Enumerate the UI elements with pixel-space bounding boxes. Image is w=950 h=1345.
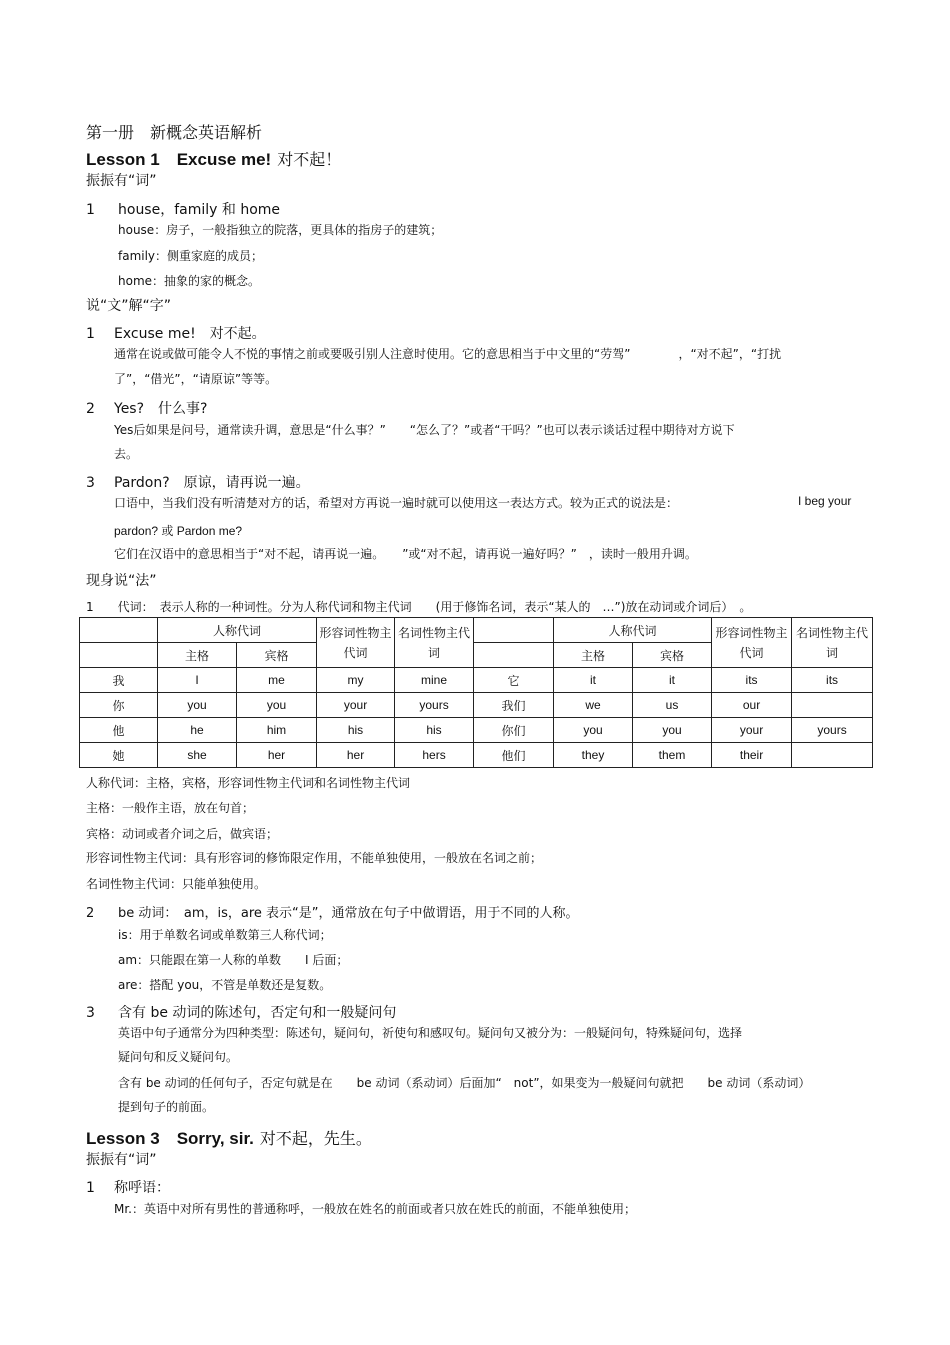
table-cell: 我	[80, 668, 158, 693]
item-number: 1	[86, 1180, 95, 1196]
text-item-1	[86, 323, 266, 343]
word-item-title: 称呼语：	[114, 1180, 170, 1196]
note-line: 名词性物主代词：只能单独使用。	[86, 877, 267, 891]
table-empty-cell	[80, 643, 158, 668]
table-cell: it	[633, 668, 712, 693]
section-words: 振振有“词”	[86, 1152, 157, 1168]
table-cell: she	[158, 743, 237, 768]
header-adjective-possessive-right: 形容词性物主代词	[712, 618, 792, 668]
table-cell: you	[633, 718, 712, 743]
item-number: 2	[86, 401, 95, 417]
word-item-title: house，family 和 home	[118, 202, 281, 218]
text-item-3-body-3: 它们在汉语中的意思相当于“对不起，请再说一遍。 ”或“对不起，请再说一遍好吗？” ，读时一般用升调。	[114, 547, 697, 561]
text-item-2-body-cont: 去。	[114, 447, 139, 461]
header-personal-pronoun: 人称代词	[158, 618, 317, 643]
table-cell: yours	[792, 718, 873, 743]
table-cell: 他们	[474, 743, 554, 768]
item-number: 1	[86, 202, 95, 218]
table-row	[80, 718, 873, 743]
text-item-1-body-cont: 了”，“借光”，“请原谅”等等。	[114, 372, 278, 386]
section-words: 振振有“词”	[86, 173, 157, 189]
grammar-3-line: 疑问句和反义疑问句。	[118, 1050, 239, 1064]
table-cell: his	[395, 718, 474, 743]
grammar-item-1: 1 代词： 表示人称的一种词性。分为人称代词和物主代词 (用于修饰名词，表示“某人的 …”)放在动词或介词后） 。	[86, 600, 752, 614]
table-cell: your	[317, 693, 395, 718]
text-item-2-body: Yes后如果是问号，通常读升调，意思是“什么事？” “怎么了？”或者“干吗？”也可以表示谈话过程中期待对方说下	[114, 423, 735, 437]
grammar-item-3	[86, 1002, 396, 1022]
table-cell: its	[792, 668, 873, 693]
word-item-1	[86, 1177, 170, 1197]
text-item-3-body: 口语中，当我们没有听清楚对方的话，希望对方再说一遍时就可以使用这一表达方式。较为正式的说法是：	[114, 496, 679, 510]
table-cell: they	[554, 743, 633, 768]
lesson3-title-cn: 对不起，先生。	[259, 1129, 372, 1148]
grammar-2-line: are：搭配 you，不管是单数还是复数。	[118, 978, 332, 992]
table-cell: their	[712, 743, 792, 768]
lesson3-title: Lesson 3 Sorry, sir.	[86, 1129, 254, 1148]
grammar-3-line: 含有 be 动词的任何句子，否定句就是在 be 动词（系动词）后面加“ not”，如果变为一般疑问句就把 be 动词（系动词）	[118, 1076, 811, 1090]
table-cell: us	[633, 693, 712, 718]
item-number: 2	[86, 906, 95, 921]
table-cell: we	[554, 693, 633, 718]
table-cell: I	[158, 668, 237, 693]
text-item-title: Pardon? 原谅，请再说一遍。	[114, 475, 310, 491]
note-line: 形容词性物主代词：具有形容词的修饰限定作用，不能单独使用，一般放在名词之前；	[86, 851, 543, 865]
item-number: 1	[86, 326, 95, 342]
table-cell: them	[633, 743, 712, 768]
book-title: 第一册 新概念英语解析	[86, 123, 263, 142]
header-object: 宾格	[237, 643, 317, 668]
header-subject-right: 主格	[554, 643, 633, 668]
table-cell: it	[554, 668, 633, 693]
text-item-1-body: 通常在说或做可能令人不悦的事情之前或要吸引别人注意时使用。它的意思相当于中文里的“劳驾” ，“对不起”，“打扰	[114, 347, 782, 361]
table-cell	[792, 743, 873, 768]
table-header-row	[80, 618, 873, 643]
lesson1-title: Lesson 1 Excuse me!	[86, 150, 272, 169]
word-line-house: house：房子，一般指独立的院落，更具体的指房子的建筑；	[118, 223, 443, 237]
grammar-item-2-title: be 动词： am，is，are 表示“是”，通常放在句子中做谓语，用于不同的人称。	[118, 906, 579, 921]
table-cell: her	[317, 743, 395, 768]
table-cell: 它	[474, 668, 554, 693]
word-line-family: family：侧重家庭的成员；	[118, 249, 264, 263]
table-row	[80, 668, 873, 693]
header-object-right: 宾格	[633, 643, 712, 668]
pronoun-table	[79, 617, 873, 768]
grammar-item-2	[86, 902, 579, 921]
lesson1-heading	[86, 145, 341, 170]
text-item-2	[86, 398, 207, 418]
table-cell: me	[237, 668, 317, 693]
table-cell: he	[158, 718, 237, 743]
lesson1-title-cn: 对不起！	[277, 150, 342, 169]
table-empty-cell	[474, 643, 554, 668]
text-item-title: Yes? 什么事?	[114, 401, 208, 417]
header-adjective-possessive: 形容词性物主代词	[317, 618, 395, 668]
table-row	[80, 693, 873, 718]
lesson3-heading	[86, 1124, 372, 1149]
grammar-2-line: is：用于单数名词或单数第三人称代词；	[118, 928, 332, 942]
table-cell: 你	[80, 693, 158, 718]
item-number: 3	[86, 475, 95, 491]
table-cell: you	[158, 693, 237, 718]
grammar-2-line: am：只能跟在第一人称的单数 I 后面；	[118, 953, 349, 967]
text-item-3-body-2: pardon? 或 Pardon me?	[114, 524, 243, 538]
table-cell: my	[317, 668, 395, 693]
word-line-mr: Mr.：英语中对所有男性的普通称呼，一般放在姓名的前面或者只放在姓氏的前面，不能单独使用；	[114, 1202, 637, 1216]
table-cell: our	[712, 693, 792, 718]
note-line: 主格：一般作主语，放在句首；	[86, 801, 255, 815]
table-row	[80, 743, 873, 768]
table-cell: 你们	[474, 718, 554, 743]
section-text: 说“文”解“字”	[86, 298, 172, 314]
header-noun-possessive-right: 名词性物主代词	[792, 618, 873, 668]
text-item-3	[86, 472, 310, 492]
word-item-1	[86, 199, 280, 219]
table-cell: yours	[395, 693, 474, 718]
grammar-3-line: 英语中句子通常分为四种类型：陈述句，疑问句，祈使句和感叹句。疑问句又被分为：一般疑问句，特殊疑问句，选择	[118, 1026, 743, 1040]
note-line: 人称代词：主格，宾格，形容词性物主代词和名词性物主代词	[86, 776, 411, 790]
note-line: 宾格：动词或者介词之后，做宾语；	[86, 827, 279, 841]
item-number: 3	[86, 1005, 95, 1021]
table-corner	[80, 618, 158, 643]
table-cell: 我们	[474, 693, 554, 718]
table-cell: her	[237, 743, 317, 768]
table-cell: you	[237, 693, 317, 718]
table-cell: its	[712, 668, 792, 693]
text-item-title: Excuse me! 对不起。	[114, 326, 266, 342]
table-cell: him	[237, 718, 317, 743]
grammar-item-3-title: 含有 be 动词的陈述句，否定句和一般疑问句	[118, 1005, 397, 1021]
word-line-home: home：抽象的家的概念。	[118, 274, 261, 288]
section-grammar: 现身说“法”	[86, 573, 157, 589]
table-cell: his	[317, 718, 395, 743]
table-cell: hers	[395, 743, 474, 768]
table-cell: 她	[80, 743, 158, 768]
header-personal-pronoun-right: 人称代词	[554, 618, 712, 643]
header-noun-possessive: 名词性物主代词	[395, 618, 474, 668]
table-cell: your	[712, 718, 792, 743]
text-item-3-body-right: I beg your	[798, 494, 852, 508]
table-cell	[792, 693, 873, 718]
table-cell: mine	[395, 668, 474, 693]
header-subject: 主格	[158, 643, 237, 668]
table-corner-right	[474, 618, 554, 643]
table-cell: you	[554, 718, 633, 743]
grammar-3-line: 提到句子的前面。	[118, 1100, 215, 1114]
table-cell: 他	[80, 718, 158, 743]
